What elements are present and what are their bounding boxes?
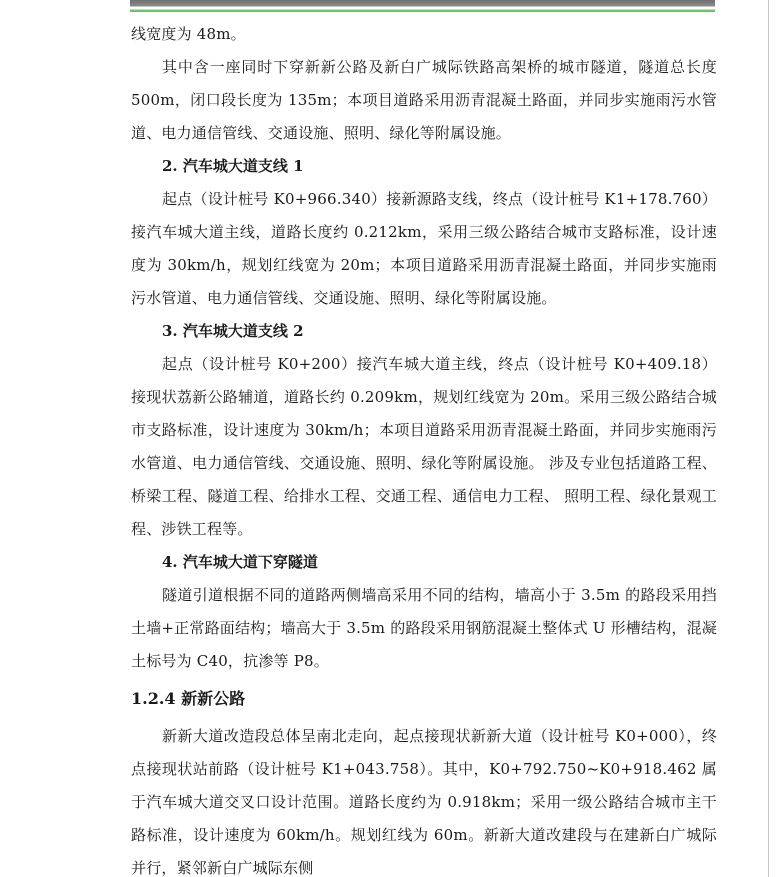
top-edge-strip (130, 0, 715, 12)
paragraph-branch-line-2: 起点（设计桩号 K0+200）接汽车城大道主线，终点（设计桩号 K0+409.18）接现状荔新公路辅道，道路长约 0.209km，规划红线宽为 20m。采用三级公路结合城市支路标准，设计速度为 30km/h；本项目道路采用沥青混凝土路面，并同步实施雨污水管道、电力通信管线、交通设施、照明、绿化等附属设施。 涉及专业包括道路工程、桥梁工程、隧道工程、给排水工程、交通工程、通信电力工程、 照明工程、绿化景观工程、涉铁工程等。 (131, 355, 717, 538)
heading-underpass-tunnel: 4. 汽车城大道下穿隧道 (162, 553, 318, 571)
paragraph-red-line-width: 线宽度为 48m。 (131, 25, 246, 43)
paragraph-underpass-tunnel: 隧道引道根据不同的道路两侧墙高采用不同的结构，墙高小于 3.5m 的路段采用挡土墙+正常路面结构；墙高大于 3.5m 的路段采用钢筋混凝土整体式 U 形槽结构，混凝土标号为 C40，抗渗等 P8。 (131, 586, 717, 670)
section-heading-1-2-4: 1.2.4 新新公路 (131, 689, 246, 708)
document-body (131, 18, 717, 877)
paragraph-tunnel-overview: 其中含一座同时下穿新新公路及新白广城际铁路高架桥的城市隧道，隧道总长度500m，闭口段长度为 135m；本项目道路采用沥青混凝土路面，并同步实施雨污水管道、电力通信管线、交通设施、照明、绿化等附属设施。 (131, 58, 717, 142)
paragraph-xinxin-road: 新新大道改造段总体呈南北走向，起点接现状新新大道（设计桩号 K0+000），终点接现状站前路（设计桩号 K1+043.758）。其中，K0+792.750~K0+918.462 属于汽车城大道交叉口设计范围。道路长度约为 0.918km；采用一级公路结合城市主干路标准，设计速度为 60km/h。规划红线为 60m。新新大道改建段与在建新白广城际并行，紧邻新白广城际东侧 (131, 727, 717, 877)
paragraph-branch-line-1: 起点（设计桩号 K0+966.340）接新源路支线，终点（设计桩号 K1+178.760）接汽车城大道主线，道路长度约 0.212km，采用三级公路结合城市支路标准，设计速度为 30km/h，规划红线宽为 20m；本项目道路采用沥青混凝土路面，并同步实施雨污水管道、电力通信管线、交通设施、照明、绿化等附属设施。 (131, 190, 717, 307)
page-right-border (768, 0, 769, 877)
heading-branch-line-1: 2. 汽车城大道支线 1 (162, 157, 304, 175)
heading-branch-line-2: 3. 汽车城大道支线 2 (162, 322, 304, 340)
